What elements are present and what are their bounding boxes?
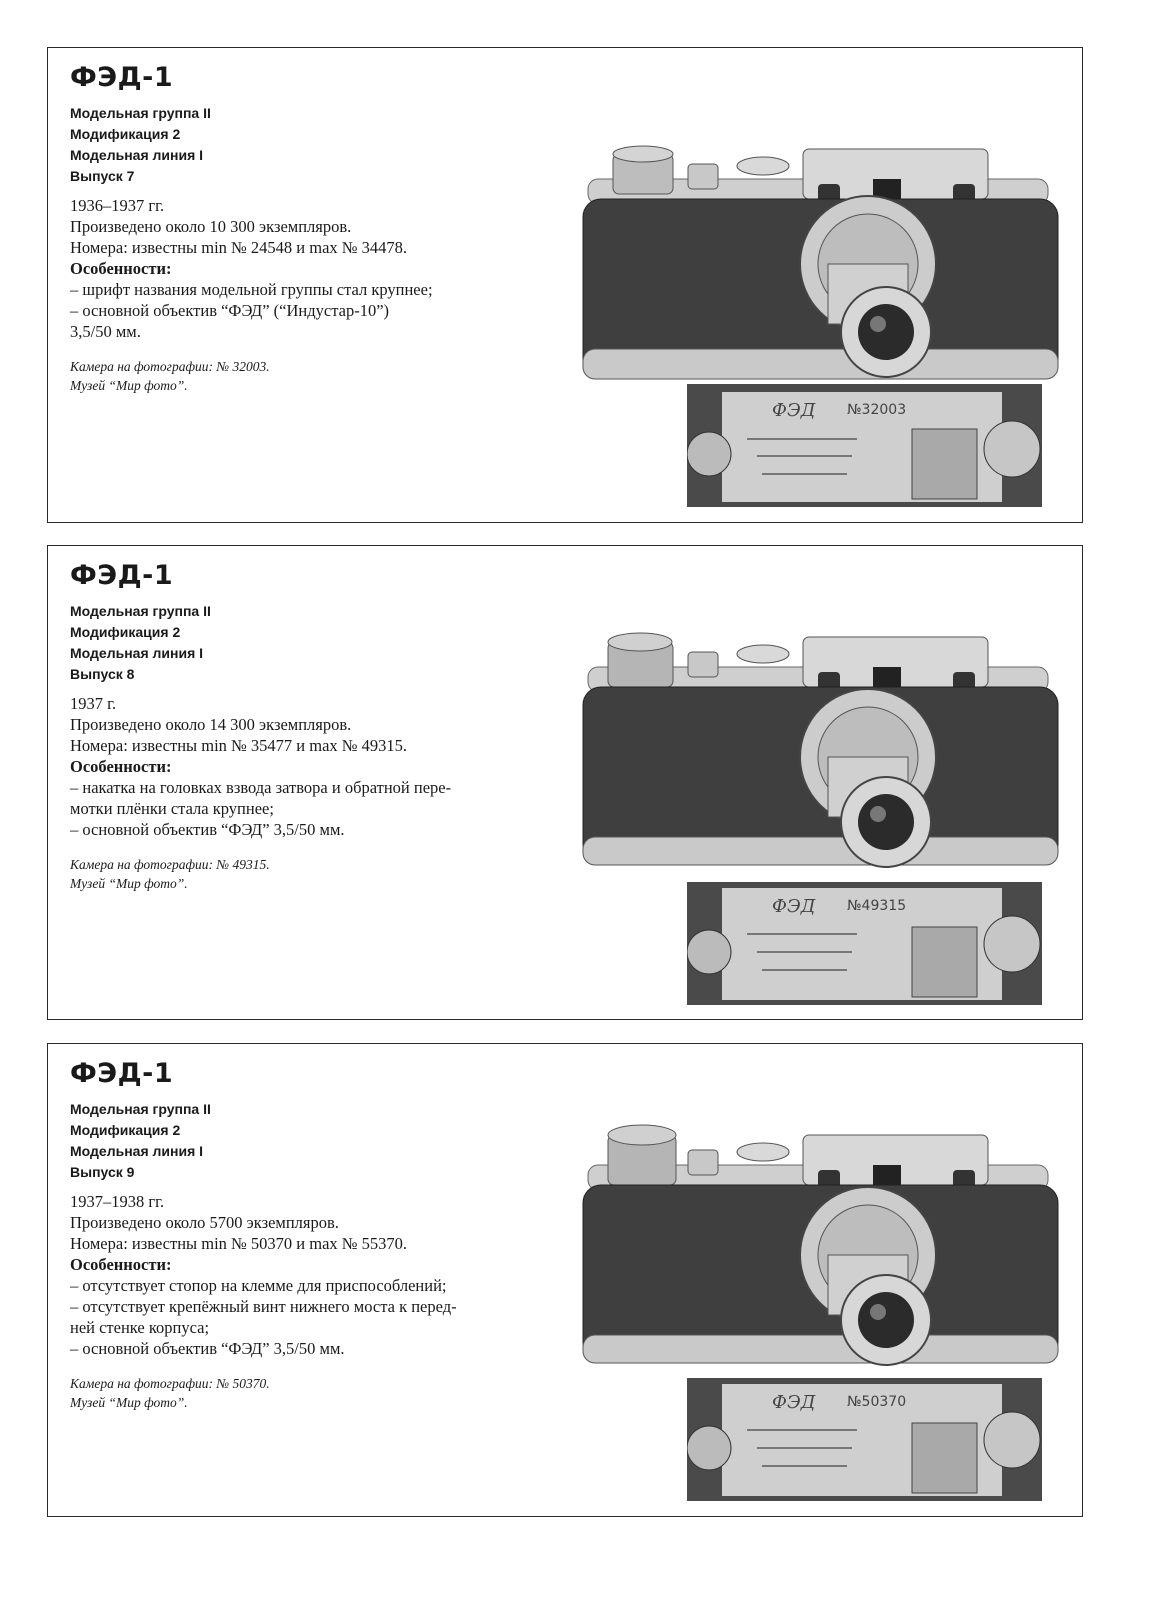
- feature-line: – основной объектив “ФЭД” (“Индустар-10”): [70, 301, 390, 320]
- caption-museum: Музей “Мир фото”.: [70, 876, 188, 891]
- photo-caption: [70, 357, 540, 395]
- quantity: Произведено около 14 300 экземпляров.: [70, 715, 352, 734]
- entry-body: [70, 693, 540, 840]
- quantity: Произведено около 10 300 экземпляров.: [70, 217, 352, 236]
- entry-title: ФЭД-1: [70, 560, 174, 591]
- engraving-number: №32003: [847, 402, 907, 418]
- feature-line: – накатка на головках взвода затвора и обратной пере-: [70, 778, 452, 797]
- top-plate-engraving-photo: [687, 882, 1042, 1005]
- release: Выпуск 7: [70, 168, 135, 184]
- camera-entry-3: [47, 1043, 1083, 1517]
- photo-caption: [70, 1374, 540, 1412]
- modification: Модификация 2: [70, 624, 181, 640]
- features-heading: Особенности:: [70, 757, 172, 776]
- years: 1937 г.: [70, 694, 117, 713]
- release: Выпуск 9: [70, 1164, 135, 1180]
- entry-title: ФЭД-1: [70, 1058, 174, 1089]
- camera-entry-2: [47, 545, 1083, 1020]
- feature-line: 3,5/50 мм.: [70, 322, 141, 341]
- entry-text: [70, 560, 540, 893]
- camera-photo: [568, 1080, 1068, 1380]
- entry-text: [70, 62, 540, 395]
- entry-meta: [70, 103, 540, 187]
- model-group: Модельная группа II: [70, 603, 211, 619]
- engraving-number: №50370: [847, 1394, 907, 1410]
- caption-museum: Музей “Мир фото”.: [70, 1395, 188, 1410]
- modification: Модификация 2: [70, 126, 181, 142]
- serial-range: Номера: известны min № 35477 и max № 49315.: [70, 736, 408, 755]
- entry-body: [70, 195, 540, 342]
- top-plate-engraving-photo: [687, 1378, 1042, 1501]
- features-heading: Особенности:: [70, 259, 172, 278]
- engraving-brand: ФЭД: [772, 1392, 816, 1413]
- serial-range: Номера: известны min № 50370 и max № 55370.: [70, 1234, 408, 1253]
- model-group: Модельная группа II: [70, 1101, 211, 1117]
- feature-line: – отсутствует стопор на клемме для приспособлений;: [70, 1276, 447, 1295]
- model-group: Модельная группа II: [70, 105, 211, 121]
- entry-text: [70, 1058, 540, 1412]
- feature-line: – шрифт названия модельной группы стал крупнее;: [70, 280, 433, 299]
- feature-line: – основной объектив “ФЭД” 3,5/50 мм.: [70, 820, 345, 839]
- photo-caption: [70, 855, 540, 893]
- modification: Модификация 2: [70, 1122, 181, 1138]
- quantity: Произведено около 5700 экземпляров.: [70, 1213, 339, 1232]
- features-heading: Особенности:: [70, 1255, 172, 1274]
- entry-title: ФЭД-1: [70, 62, 174, 93]
- model-line: Модельная линия I: [70, 147, 204, 163]
- years: 1936–1937 гг.: [70, 196, 165, 215]
- release: Выпуск 8: [70, 666, 135, 682]
- feature-line: мотки плёнки стала крупнее;: [70, 799, 274, 818]
- engraving-number: №49315: [847, 898, 907, 914]
- serial-range: Номера: известны min № 24548 и max № 34478.: [70, 238, 408, 257]
- camera-photo: [568, 582, 1068, 882]
- engraving-brand: ФЭД: [772, 896, 816, 917]
- feature-line: – основной объектив “ФЭД” 3,5/50 мм.: [70, 1339, 345, 1358]
- caption-museum: Музей “Мир фото”.: [70, 378, 188, 393]
- model-line: Модельная линия I: [70, 1143, 204, 1159]
- caption-serial: Камера на фотографии: № 49315.: [70, 857, 270, 872]
- entry-body: [70, 1191, 540, 1359]
- caption-serial: Камера на фотографии: № 50370.: [70, 1376, 270, 1391]
- entry-meta: [70, 601, 540, 685]
- feature-line: ней стенке корпуса;: [70, 1318, 210, 1337]
- camera-entry-1: [47, 47, 1083, 523]
- top-plate-engraving-photo: [687, 384, 1042, 507]
- caption-serial: Камера на фотографии: № 32003.: [70, 359, 270, 374]
- years: 1937–1938 гг.: [70, 1192, 165, 1211]
- model-line: Модельная линия I: [70, 645, 204, 661]
- feature-line: – отсутствует крепёжный винт нижнего моста к перед-: [70, 1297, 457, 1316]
- camera-photo: [568, 84, 1068, 384]
- entry-meta: [70, 1099, 540, 1183]
- engraving-brand: ФЭД: [772, 400, 816, 421]
